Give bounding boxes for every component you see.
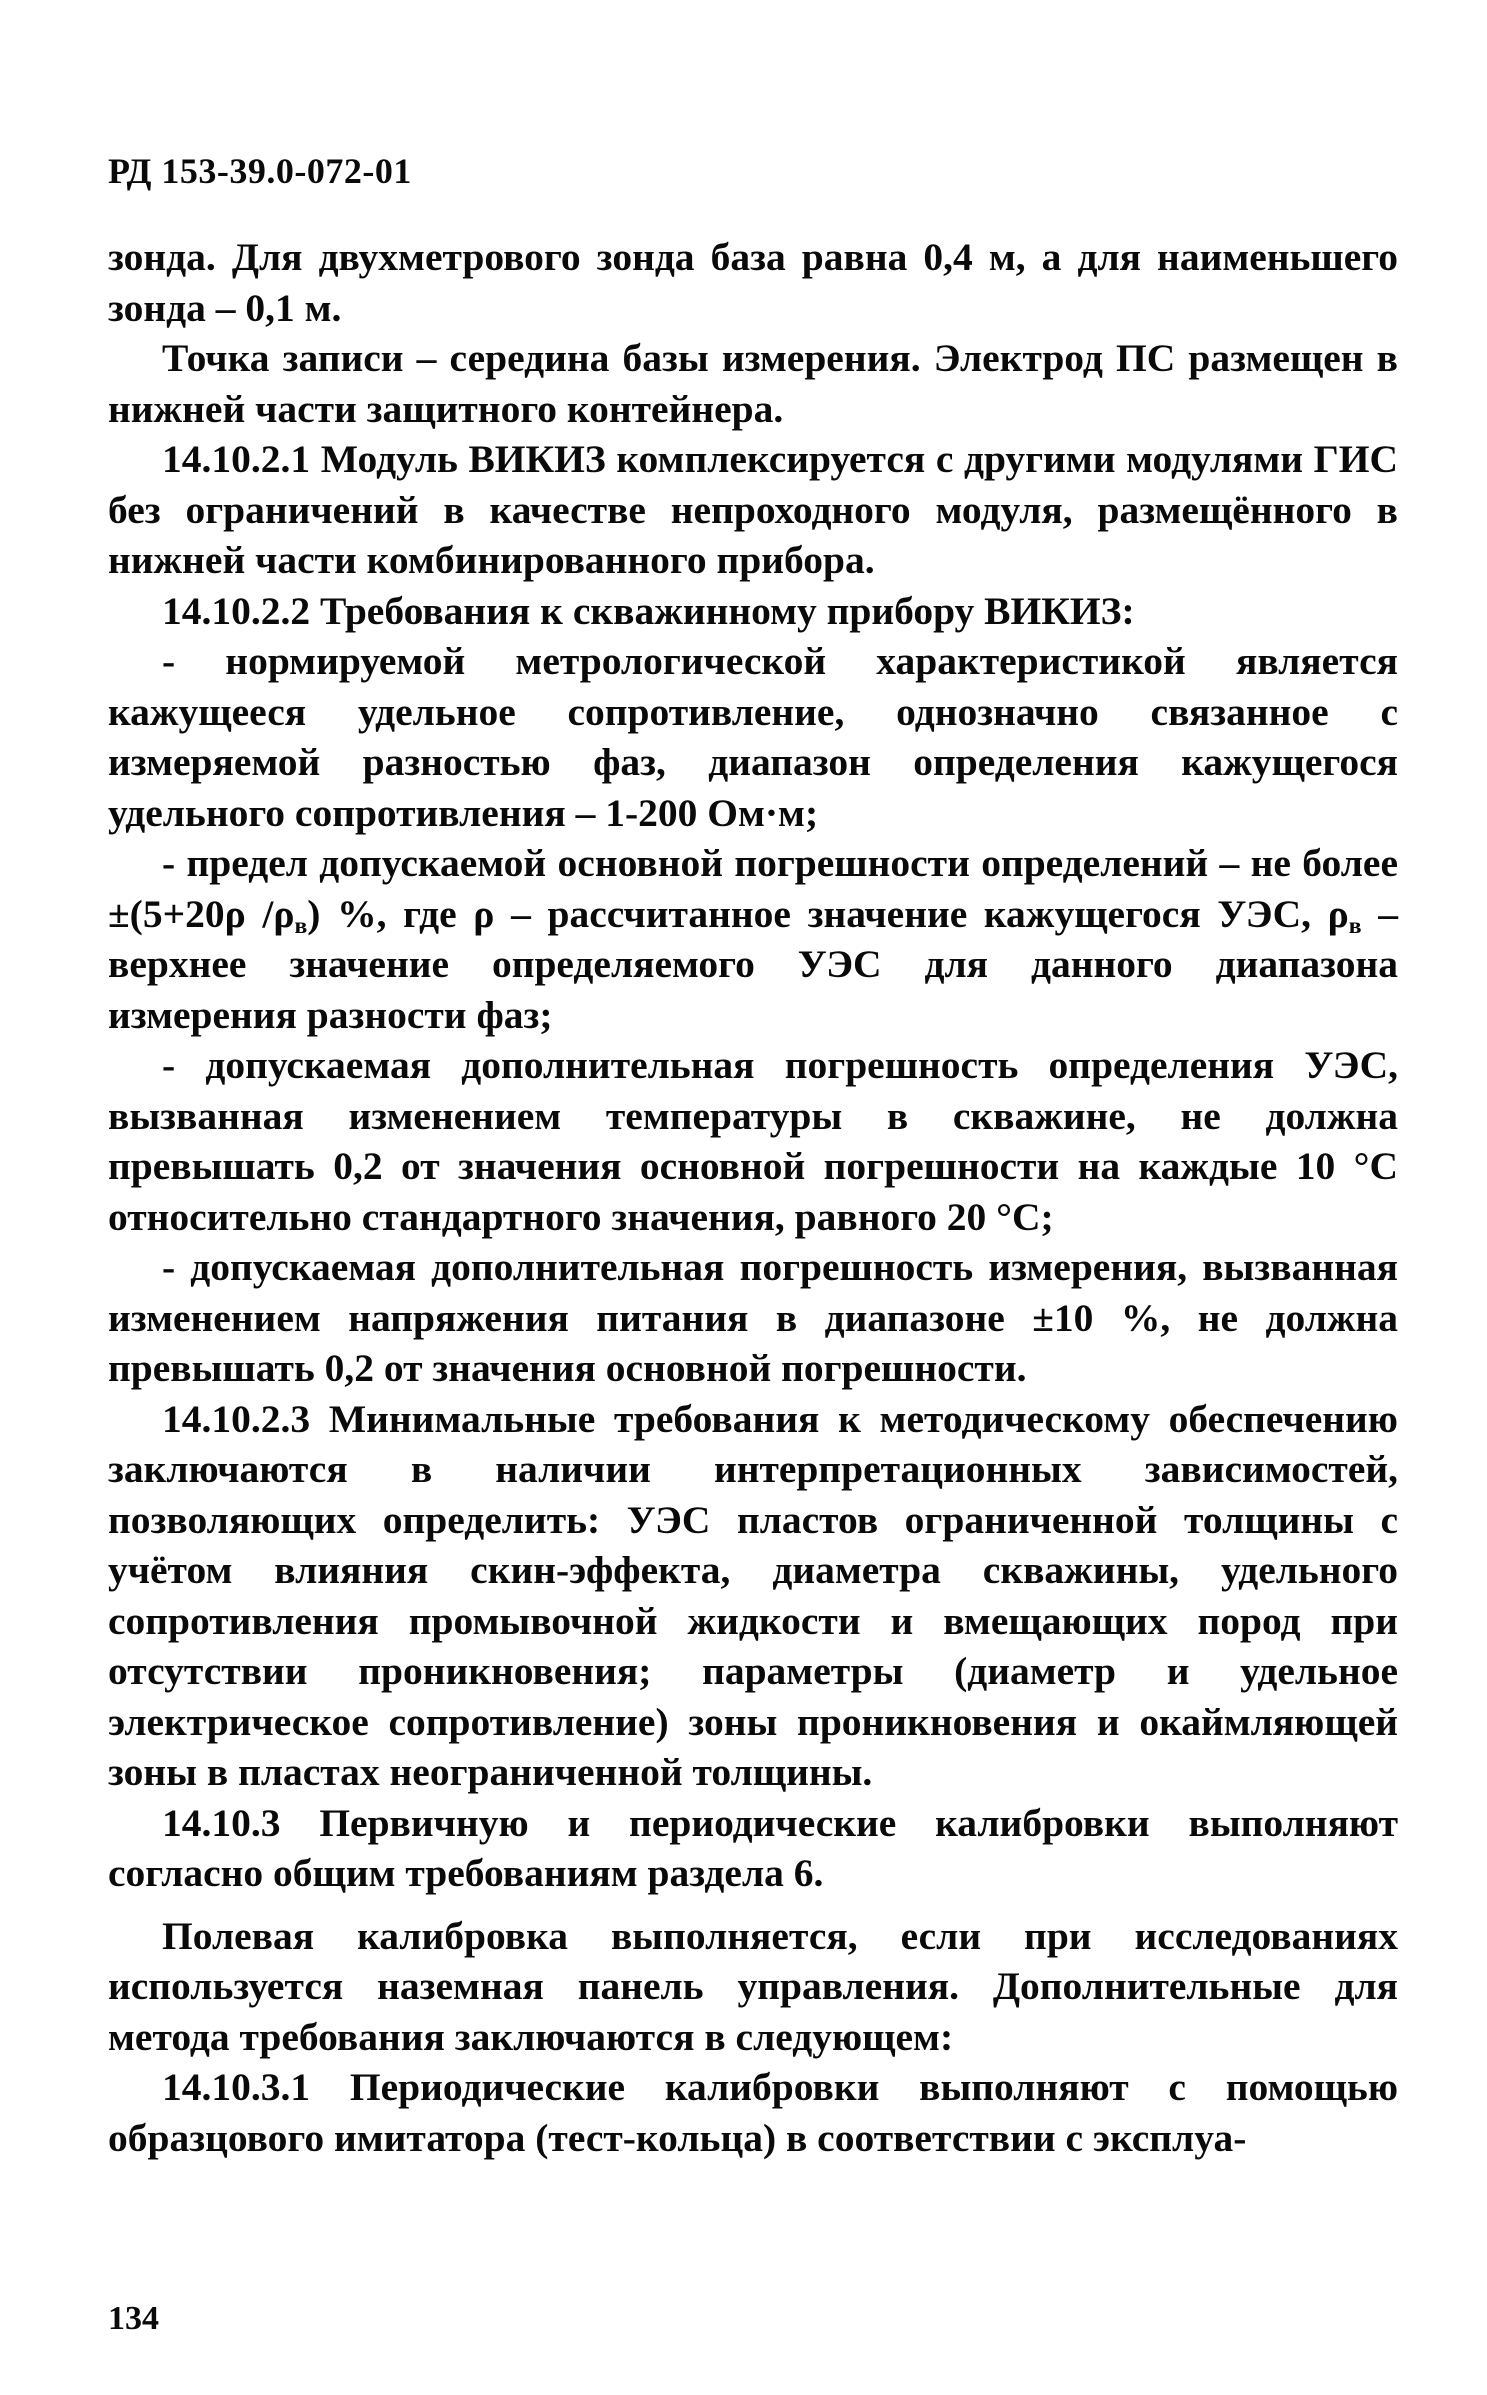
paragraph-14-10-2-1: 14.10.2.1 Модуль ВИКИЗ комплексируется с другими модулями ГИС без ограничений в качестве непроходного модуля, размещённого в нижней части комбинированного прибора. — [108, 437, 1398, 582]
paragraph-14-10-2-3: 14.10.2.3 Минимальные требования к методическому обеспечению заключаются в наличии интерпретационных зависимостей, позволяющих определить: УЭС пластов ограниченной толщины с учётом влияния скин-эффекта, диаметра скважины, удельного сопротивления промывочной жидкости и вмещающих пород при отсутствии проникновения; параметры (диаметр и удельное электрическое сопротивление) зоны проникновения и окаймляющей зоны в пластах неограниченной толщины. — [108, 1396, 1398, 1794]
list-item-metrological-characteristic: - нормируемой метрологической характеристикой является кажущееся удельное сопротивление, однозначно связанное с измеряемой разностью фаз, диапазон определения кажущегося удельного сопротивления – 1-200 Ом·м; — [108, 639, 1398, 835]
list-item-temperature-error: - допускаемая дополнительная погрешность определения УЭС, вызванная изменением температуры в скважине, не должна превышать 0,2 от значения основной погрешности на каждые 10 °С относительно стандартного значения, равного 20 °С; — [108, 1043, 1398, 1239]
error-limit-text-3: – верхнее значение определяемого УЭС для данного диапазона измерения разности фаз; — [108, 891, 1398, 1037]
paragraph-14-10-2-2: 14.10.2.2 Требования к скважинному прибору ВИКИЗ: — [162, 588, 1135, 633]
list-item-error-limit — [108, 838, 1398, 1040]
paragraph-field-calibration: Полевая калибровка выполняется, если при исследованиях используется наземная панель управления. Дополнительные для метода требования заключаются в следующем: — [108, 1913, 1398, 2059]
error-limit-subscript-1: в — [294, 912, 308, 939]
paragraph-14-10-3: 14.10.3 Первичную и периодические калибровки выполняют согласно общим требованиям раздела 6. — [108, 1800, 1398, 1895]
paragraph-probe-base: зонда. Для двухметрового зонда база равна 0,4 м, а для наименьшего зонда – 0,1 м. — [108, 235, 1398, 330]
document-page — [108, 0, 1398, 2395]
document-code-header: РД 153-39.0-072-01 — [108, 151, 412, 191]
page-number: 134 — [108, 2300, 159, 2337]
error-limit-text-1: - предел допускаемой основной погрешности определений – не более ±(5+20ρ /ρ — [108, 841, 1398, 936]
list-item-voltage-error: - допускаемая дополнительная погрешность измерения, вызванная изменением напряжения питания в диапазоне ±10 %, не должна превышать 0,2 от значения основной погрешности. — [108, 1245, 1398, 1390]
paragraph-record-point: Точка записи – середина базы измерения. Электрод ПС размещен в нижней части защитного контейнера. — [108, 336, 1398, 431]
paragraph-14-10-3-1: 14.10.3.1 Периодические калибровки выполняют с помощью образцового имитатора (тест-кольца) в соответствии с эксплуа- — [108, 2065, 1398, 2160]
document-body — [108, 232, 1398, 2163]
error-limit-subscript-2: в — [1348, 912, 1362, 939]
error-limit-text-2: ) %, где ρ – рассчитанное значение кажущегося УЭС, ρ — [307, 891, 1349, 936]
